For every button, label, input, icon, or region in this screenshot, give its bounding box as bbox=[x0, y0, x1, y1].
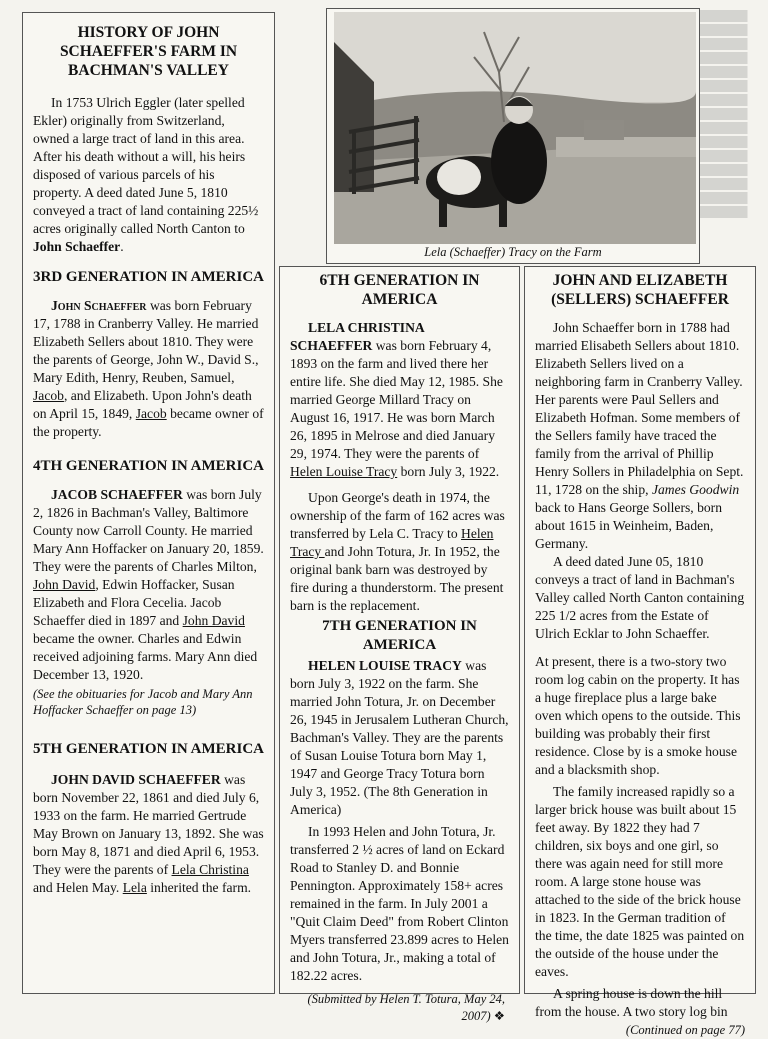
brick-house-paragraph: The family increased rapidly so a larger brick house was built about 15 feet away. By 1822 they had 7 children, six boys and one girl, so there was again need for still more room. A large stone house was attached to the side of the brick house in 1823. In the German tradition of the time, the date 1825 was painted on the outside of the house under the eaves. bbox=[535, 784, 745, 979]
sellers-column bbox=[524, 266, 756, 1037]
gen6-paragraph: LELA CHRISTINA SCHAEFFER was born February 4, 1893 on the farm and lived there her entire life. She died May 12, 1985. She married George Millard Tracy on August 16, 1917. He was born March 26, 1895 in Melrose and died January 29, 1974. They were the parents of Helen Louise Tracy born July 3, 1922. bbox=[290, 320, 503, 479]
intro-paragraph: In 1753 Ulrich Eggler (later spelled Ekler) originally from Switzerland, owned a large tract of land in this area. After his death without a will, his heirs disposed of various parcels of his property. A deed dated June 5, 1810 conveyed a tract of land containing 225½ acres originally called North Canton to John Schaeffer. bbox=[33, 95, 259, 254]
gen4-paragraph: JACOB SCHAEFFER was born July 2, 1826 in Bachman's Valley, Baltimore County now Carroll County. He married Mary Ann Hoffacker on January 20, 1859. They were the parents of Charles Milton, John David, Edwin Hoffacker, Susan Elizabeth and Flora Cecelia. Jacob Schaeffer died in 1897 and John David became the owner. Charles and Edwin received adjoining farms. Mary Ann died December 13, 1920. bbox=[33, 487, 264, 682]
farm-photo bbox=[334, 12, 696, 244]
spring-house-paragraph: A spring house is down the hill from the house. A two story log bin bbox=[535, 986, 728, 1019]
heading-7th-generation: 7TH GENERATION IN AMERICA bbox=[322, 618, 477, 653]
heading-5th-generation: 5TH GENERATION IN AMERICA bbox=[33, 741, 264, 757]
heading-3rd-generation: 3RD GENERATION IN AMERICA bbox=[33, 269, 264, 285]
adjacent-page-bleed bbox=[700, 10, 768, 240]
continued-note: (Continued on page 77) bbox=[625, 1023, 745, 1037]
submitted-by: (Submitted by Helen T. Totura, May 24, 2007) ❖ bbox=[307, 992, 505, 1023]
photo-caption: Lela (Schaeffer) Tracy on the Farm bbox=[424, 245, 602, 259]
farm-photo-image bbox=[334, 12, 696, 244]
gen3-paragraph: John Schaeffer was born February 17, 1788 in Cranberry Valley. He married Elizabeth Sellers about 1810. They were the parents of George, John W., David S., Mary Edith, Henry, Reuben, Samuel, Jacob, and Elizabeth. Upon John's death on April 15, 1849, Jacob became owner of the property. bbox=[33, 298, 264, 439]
heading-4th-generation: 4TH GENERATION IN AMERICA bbox=[33, 458, 264, 474]
article-title: HISTORY OF JOHN SCHAEFFER'S FARM IN BACHMAN'S VALLEY bbox=[59, 24, 238, 79]
history-column bbox=[22, 12, 275, 994]
sellers-title: JOHN AND ELIZABETH (SELLERS) SCHAEFFER bbox=[551, 272, 729, 308]
obituary-note: (See the obituaries for Jacob and Mary Ann Hoffacker Schaeffer on page 13) bbox=[33, 687, 253, 717]
land-transfer-paragraph: In 1993 Helen and John Totura, Jr. transferred 2 ½ acres of land on Eckard Road to Stanley D. and Bonnie Pennington. Approximately 158+ acres remained in the farm. In July 2001 a "Quit Claim Deed" from Robert Clinton Myers transferred 23.899 acres to Helen and John Totura, Jr., making a total of 182.22 acres. bbox=[290, 824, 509, 983]
log-cabin-paragraph: At present, there is a two-story two room log cabin on the property. It has a huge fireplace plus a large bake oven which opens to the outside. This building was probably their first residence. Close by is a smoke house and a blacksmith shop. bbox=[535, 654, 741, 777]
gen6-ownership-paragraph: Upon George's death in 1974, the ownership of the farm of 162 acres was transferred by Lela C. Tracy to Helen Tracy and John Totura, Jr. In 1952, the original bank barn was destroyed by fire during a thunderstorm. The present barn is the replacement. bbox=[290, 490, 505, 613]
gen7-paragraph: HELEN LOUISE TRACY was born July 3, 1922 on the farm. She married John Totura, Jr. on December 26, 1945 in Jerusalem Lutheran Church, Bachman's Valley. They are the parents of Susan Louise Totura born May 1, 1947 and George Tracy Totura born July 3, 1952. (The 8th Generation in America) bbox=[290, 658, 509, 817]
gen5-paragraph: JOHN DAVID SCHAEFFER was born November 22, 1861 and died July 6, 1933 on the farm. He married Gertrude May Brown on January 13, 1892. She was born May 8, 1871 and died April 6, 1953. They were the parents of Lela Christina and Helen May. Lela inherited the farm. bbox=[33, 772, 264, 895]
sellers-paragraph: John Schaeffer born in 1788 had married Elisabeth Sellers about 1810. Elizabeth Sellers lived on a neighboring farm in Cranberry Valley. Her parents were Paul Sellers and Elizabeth Hofman. Some members of the Sellers family have traced the family from the arrival of Phillip Henry Sollers in Philadelphia on Sept. 11, 1728 on the ship, James Goodwin back to Hans George Sollers, born about 1615 in Weinheim, Baden, Germany. bbox=[535, 320, 744, 551]
generations-column bbox=[279, 266, 520, 1023]
heading-6th-generation: 6TH GENERATION IN AMERICA bbox=[319, 272, 480, 308]
deed-paragraph: A deed dated June 05, 1810 conveys a tract of land in Bachman's Valley called North Canton containing 225 1/2 acres from the Estate of Ulrich Ecklar to John Schaeffer. bbox=[535, 554, 745, 641]
end-ornament-icon: ❖ bbox=[493, 1009, 505, 1023]
